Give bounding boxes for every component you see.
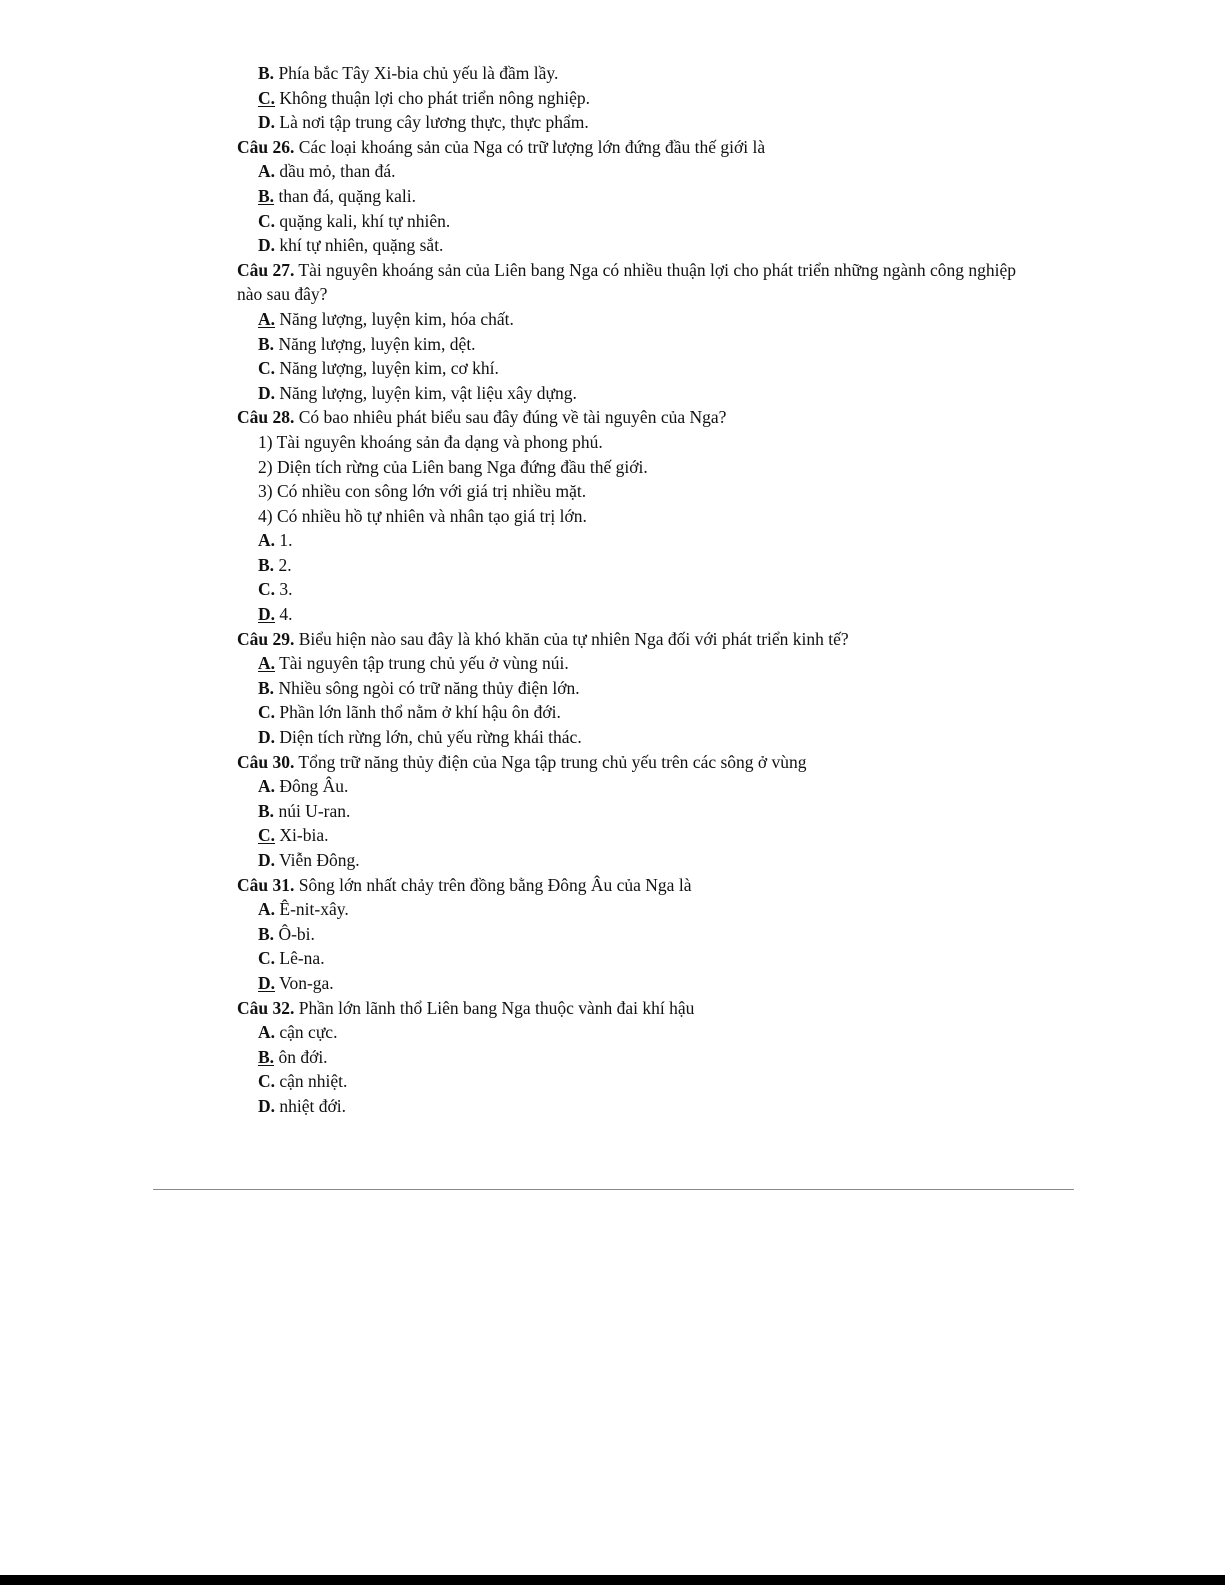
answer-option (237, 577, 1037, 602)
question-text: Tài nguyên khoáng sản của Liên bang Nga có nhiều thuận lợi cho phát triển những ngành công nghiệp nào sau đây? (237, 259, 1017, 305)
option-text: Viễn Đông. (275, 850, 360, 870)
answer-option (237, 553, 1037, 578)
answer-option (237, 381, 1037, 406)
option-label: B. (258, 63, 275, 83)
option-text: Đông Âu. (275, 776, 349, 797)
answer-option (237, 823, 1037, 848)
option-text: Năng lượng, luyện kim, hóa chất. (275, 308, 514, 329)
answer-option (237, 1094, 1037, 1119)
question-stem (237, 750, 1037, 775)
answer-option (237, 61, 1037, 86)
option-label: B. (258, 923, 275, 944)
answer-option (237, 233, 1037, 258)
option-label: D. (258, 727, 276, 748)
answer-option (237, 86, 1037, 111)
question-number: Câu 29. (237, 628, 295, 649)
answer-option (237, 848, 1037, 873)
option-label: B. (258, 677, 275, 698)
option-text: Xi-bia. (275, 825, 329, 846)
option-label-correct: B. (258, 1046, 275, 1067)
option-text: Năng lượng, luyện kim, cơ khí. (275, 358, 499, 379)
option-label: D. (258, 1095, 276, 1116)
answer-option (237, 307, 1037, 332)
question-stem (237, 627, 1037, 652)
question-stem (237, 996, 1037, 1021)
option-label-correct: D. (258, 972, 276, 993)
answer-option (237, 676, 1037, 701)
question-number: Câu 27. (237, 259, 295, 280)
question-number: Câu 32. (237, 997, 295, 1018)
question-text: Tổng trữ năng thủy điện của Nga tập trung chủ yếu trên các sông ở vùng (294, 751, 807, 772)
question-text: Các loại khoáng sản của Nga có trữ lượng lớn đứng đầu thế giới là (294, 136, 766, 157)
option-text: Năng lượng, luyện kim, vật liệu xây dựng. (275, 382, 577, 403)
option-label: A. (258, 530, 276, 551)
question-number: Câu 30. (237, 751, 295, 772)
question-text: Phần lớn lãnh thổ Liên bang Nga thuộc vành đai khí hậu (294, 997, 695, 1018)
answer-option (237, 971, 1037, 996)
question-text: Biểu hiện nào sau đây là khó khăn của tự nhiên Nga đối với phát triển kinh tế? (294, 628, 849, 649)
statement-item: 3) Có nhiều con sông lớn với giá trị nhiều mặt. (258, 481, 587, 502)
answer-option (237, 209, 1037, 234)
option-label-correct: C. (258, 87, 276, 108)
option-text: quặng kali, khí tự nhiên. (275, 210, 451, 231)
option-text: nhiệt đới. (275, 1095, 346, 1116)
answer-option (237, 897, 1037, 922)
question-number: Câu 26. (237, 136, 295, 157)
answer-option (237, 528, 1037, 553)
option-label-correct: A. (258, 308, 276, 329)
option-text: cận nhiệt. (275, 1071, 348, 1092)
question-text: Sông lớn nhất chảy trên đồng bằng Đông Âu của Nga là (294, 874, 692, 895)
option-label: A. (258, 776, 276, 797)
answer-option (237, 922, 1037, 947)
option-text: than đá, quặng kali. (274, 185, 416, 206)
option-text: Diện tích rừng lớn, chủ yếu rừng khái thác. (275, 727, 582, 748)
option-label: C. (258, 358, 276, 379)
option-label: D. (258, 382, 276, 403)
option-text: Lê-na. (275, 948, 325, 969)
question-stem (237, 258, 1037, 307)
answer-option (237, 799, 1037, 824)
option-label-correct: B. (258, 185, 275, 206)
option-text: 3. (275, 579, 293, 600)
answer-option (237, 774, 1037, 799)
question-number: Câu 28. (237, 407, 295, 428)
option-label: A. (258, 1022, 276, 1043)
answer-option (237, 725, 1037, 750)
document-body (237, 61, 1037, 1119)
question-stem (237, 873, 1037, 898)
option-label-correct: C. (258, 825, 276, 846)
statement-item: 1) Tài nguyên khoáng sản đa dạng và phong phú. (258, 431, 603, 452)
option-text: dầu mỏ, than đá. (275, 161, 396, 182)
option-label: B. (258, 800, 275, 821)
option-text: Nhiều sông ngòi có trữ năng thủy điện lớn. (274, 677, 580, 698)
option-text: núi U-ran. (274, 800, 351, 821)
option-text: ôn đới. (274, 1046, 328, 1067)
option-label: D. (258, 112, 276, 133)
option-label: B. (258, 554, 275, 575)
option-text: Tài nguyên tập trung chủ yếu ở vùng núi. (275, 653, 569, 674)
page-bottom-edge (0, 1575, 1225, 1585)
option-text: 2. (274, 554, 292, 575)
option-text: Phía bắc Tây Xi-bia chủ yếu là đầm lầy. (274, 63, 559, 83)
option-label: A. (258, 161, 276, 182)
option-text: 4. (275, 604, 293, 625)
option-label: B. (258, 333, 275, 354)
option-text: cận cực. (275, 1022, 338, 1043)
option-label: A. (258, 899, 276, 920)
option-label-correct: D. (258, 604, 276, 625)
answer-option (237, 332, 1037, 357)
option-text: Von-ga. (275, 972, 334, 993)
option-label: C. (258, 948, 276, 969)
option-label: D. (258, 235, 276, 256)
page-divider (153, 1189, 1074, 1190)
option-text: khí tự nhiên, quặng sắt. (275, 235, 444, 256)
answer-option (237, 1069, 1037, 1094)
statement-item: 2) Diện tích rừng của Liên bang Nga đứng đầu thế giới. (258, 456, 648, 477)
option-label: C. (258, 579, 276, 600)
option-text: 1. (275, 530, 293, 551)
option-text: Là nơi tập trung cây lương thực, thực phẩm. (275, 112, 589, 133)
option-label-correct: A. (258, 653, 276, 674)
option-text: Năng lượng, luyện kim, dệt. (274, 333, 476, 354)
answer-option (237, 651, 1037, 676)
option-text: Ê-nit-xây. (275, 899, 349, 920)
question-stem (237, 135, 1037, 160)
statement-item: 4) Có nhiều hồ tự nhiên và nhân tạo giá trị lớn. (258, 505, 587, 526)
question-number: Câu 31. (237, 874, 295, 895)
answer-option (237, 356, 1037, 381)
answer-option (237, 1045, 1037, 1070)
question-text: Có bao nhiêu phát biểu sau đây đúng về tài nguyên của Nga? (294, 407, 727, 428)
option-text: Ô-bi. (274, 923, 315, 944)
option-label: C. (258, 1071, 276, 1092)
option-label: D. (258, 850, 276, 870)
question-stem (237, 405, 1037, 430)
option-label: C. (258, 210, 276, 231)
answer-option (237, 159, 1037, 184)
answer-option (237, 946, 1037, 971)
answer-option (237, 1020, 1037, 1045)
answer-option (237, 602, 1037, 627)
option-text: Phần lớn lãnh thổ nằm ở khí hậu ôn đới. (275, 702, 561, 723)
answer-option (237, 110, 1037, 135)
option-text: Không thuận lợi cho phát triển nông nghiệp. (275, 87, 590, 108)
answer-option (237, 700, 1037, 725)
answer-option (237, 184, 1037, 209)
option-label: C. (258, 702, 276, 723)
